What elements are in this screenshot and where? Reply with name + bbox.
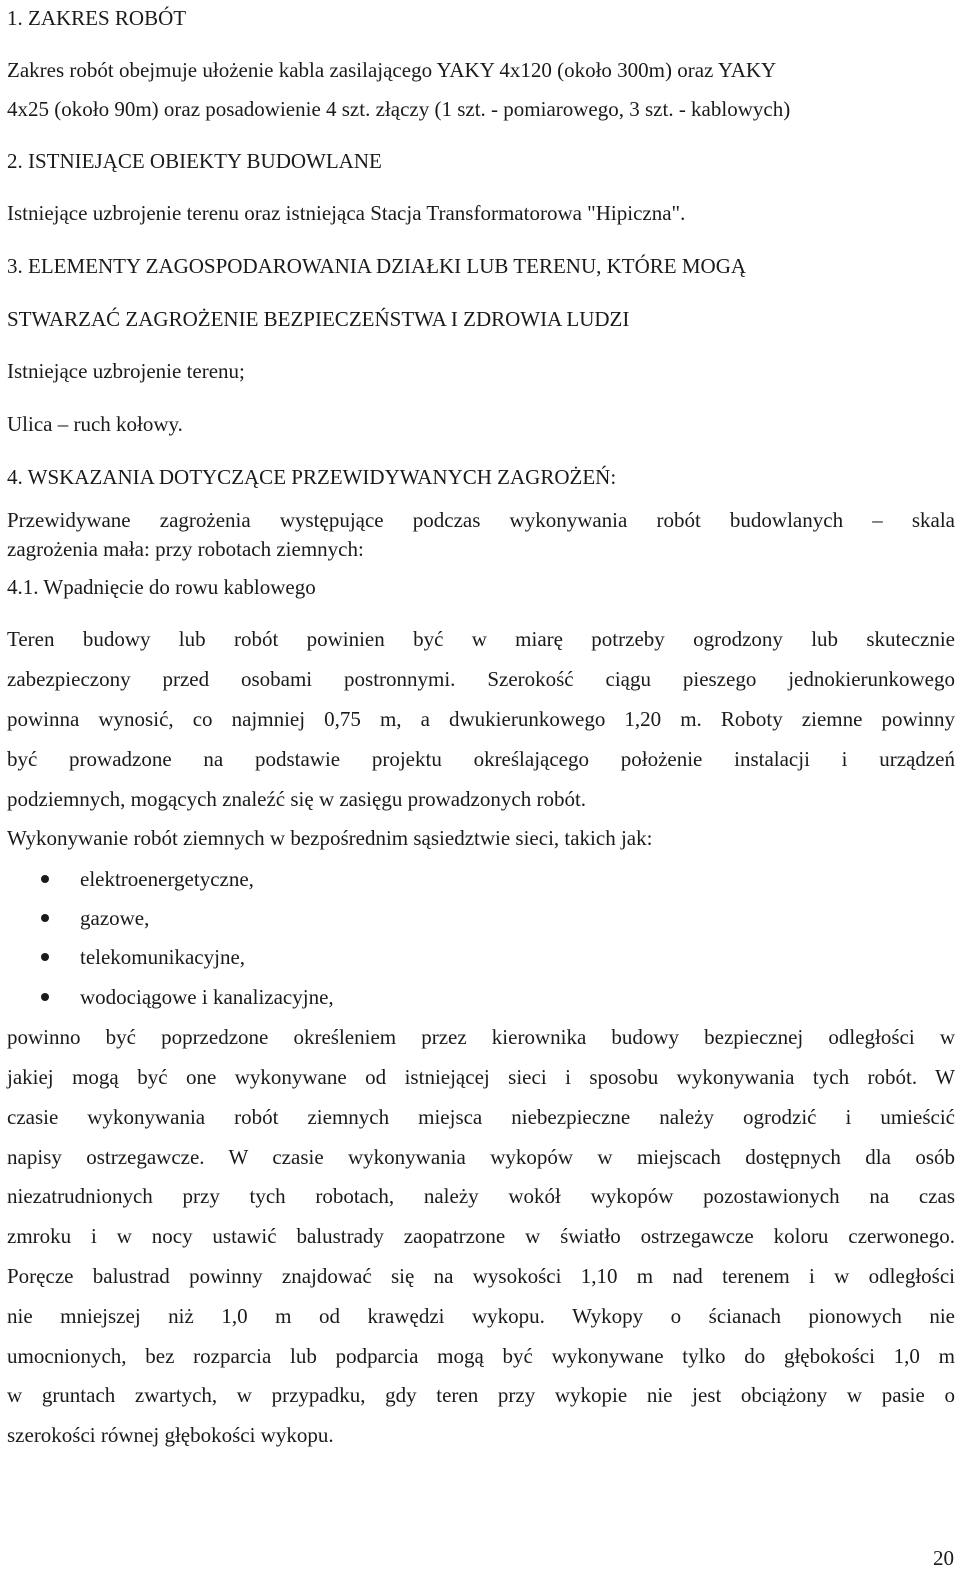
section-4-intro-line-1: Przewidywane zagrożenia występujące podczas wykonywania robót budowlanych – skala	[7, 508, 955, 532]
section-3-heading-line-2: STWARZAĆ ZAGROŻENIE BEZPIECZEŃSTWA I ZDROWIA LUDZI	[7, 307, 630, 331]
section-1-heading: 1. ZAKRES ROBÓT	[7, 6, 187, 30]
paragraph-2-line-10: w gruntach zwartych, w przypadku, gdy teren przy wykopie nie jest obciążony w pasie o	[7, 1383, 955, 1407]
paragraph-1-line-4: być prowadzone na podstawie projektu określającego położenie instalacji i urządzeń	[7, 747, 955, 771]
bullet-icon	[41, 993, 49, 1001]
paragraph-1-line-3: powinna wynosić, co najmniej 0,75 m, a dwukierunkowego 1,20 m. Roboty ziemne powinny	[7, 707, 955, 731]
section-4-heading: 4. WSKAZANIA DOTYCZĄCE PRZEWIDYWANYCH ZAGROŻEŃ:	[7, 465, 617, 489]
section-3-item-1: Istniejące uzbrojenie terenu;	[7, 359, 245, 383]
list-item-text: gazowe,	[80, 906, 150, 930]
paragraph-2-line-11: szerokości równej głębokości wykopu.	[7, 1423, 334, 1447]
section-1-text-line-2: 4x25 (około 90m) oraz posadowienie 4 szt. złączy (1 szt. - pomiarowego, 3 szt. - kablowych)	[7, 97, 791, 121]
section-1-text-line-1: Zakres robót obejmuje ułożenie kabla zasilającego YAKY 4x120 (około 300m) oraz YAKY	[7, 58, 777, 82]
bullet-icon	[41, 953, 49, 961]
paragraph-2-line-7: Poręcze balustrad powinny znajdować się na wysokości 1,10 m nad terenem i w odległości	[7, 1264, 955, 1288]
paragraph-2-line-1: powinno być poprzedzone określeniem przez kierownika budowy bezpiecznej odległości w	[7, 1025, 955, 1049]
paragraph-2-line-8: nie mniejszej niż 1,0 m od krawędzi wykopu. Wykopy o ścianach pionowych nie	[7, 1304, 955, 1328]
section-2-text: Istniejące uzbrojenie terenu oraz istniejąca Stacja Transformatorowa "Hipiczna".	[7, 201, 686, 225]
list-item-text: elektroenergetyczne,	[80, 867, 254, 891]
section-2-heading: 2. ISTNIEJĄCE OBIEKTY BUDOWLANE	[7, 149, 382, 173]
list-item-text: wodociągowe i kanalizacyjne,	[80, 985, 334, 1009]
section-3-item-2: Ulica – ruch kołowy.	[7, 412, 183, 436]
paragraph-2-line-6: zmroku i w nocy ustawić balustrady zaopatrzone w światło ostrzegawcze koloru czerwonego.	[7, 1224, 955, 1248]
paragraph-2-line-5: niezatrudnionych przy tych robotach, należy wokół wykopów pozostawionych na czas	[7, 1184, 955, 1208]
list-intro: Wykonywanie robót ziemnych w bezpośrednim sąsiedztwie sieci, takich jak:	[7, 826, 653, 850]
page-number: 20	[933, 1546, 954, 1570]
paragraph-2-line-2: jakiej mogą być one wykonywane od istniejącej sieci i sposobu wykonywania tych robót. W	[7, 1065, 955, 1089]
paragraph-1-line-1: Teren budowy lub robót powinien być w miarę potrzeby ogrodzony lub skutecznie	[7, 627, 955, 651]
section-4-intro-line-2: zagrożenia mała: przy robotach ziemnych:	[7, 537, 364, 561]
list-item-text: telekomunikacyjne,	[80, 945, 246, 969]
paragraph-2-line-4: napisy ostrzegawcze. W czasie wykonywania wykopów w miejscach dostępnych dla osób	[7, 1145, 955, 1169]
paragraph-2-line-3: czasie wykonywania robót ziemnych miejsca niebezpieczne należy ogrodzić i umieścić	[7, 1105, 955, 1129]
bullet-icon	[41, 914, 49, 922]
bullet-icon	[41, 875, 49, 883]
section-4-1-heading: 4.1. Wpadnięcie do rowu kablowego	[7, 575, 316, 599]
paragraph-1-line-5: podziemnych, mogących znaleźć się w zasięgu prowadzonych robót.	[7, 787, 587, 811]
paragraph-2-line-9: umocnionych, bez rozparcia lub podparcia mogą być wykonywane tylko do głębokości 1,0 m	[7, 1344, 955, 1368]
paragraph-1-line-2: zabezpieczony przed osobami postronnymi. Szerokość ciągu pieszego jednokierunkowego	[7, 667, 955, 691]
section-3-heading-line-1: 3. ELEMENTY ZAGOSPODAROWANIA DZIAŁKI LUB TERENU, KTÓRE MOGĄ	[7, 254, 747, 278]
